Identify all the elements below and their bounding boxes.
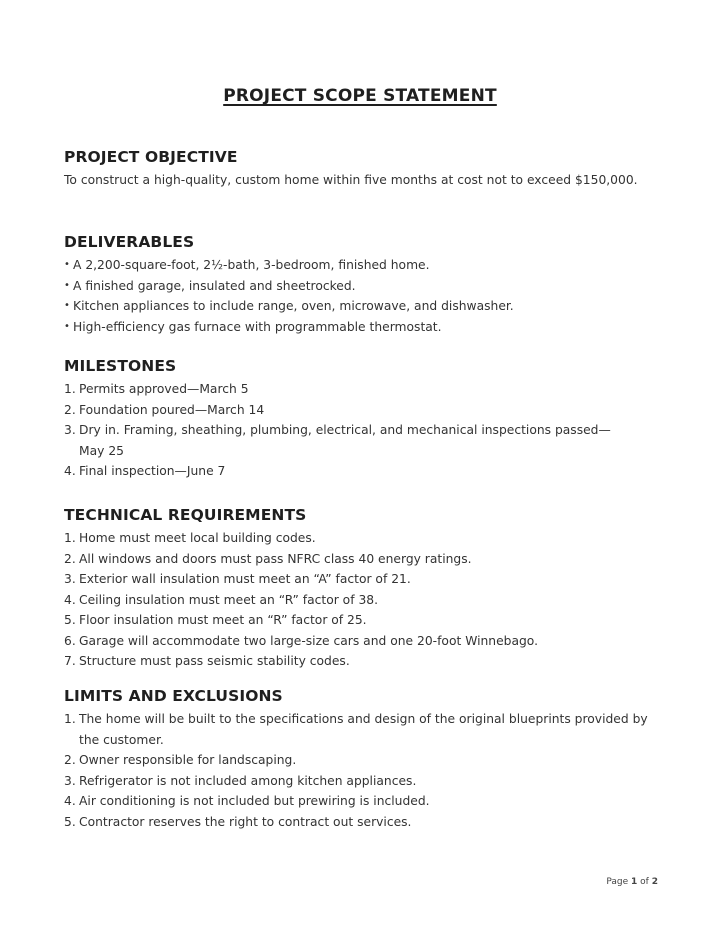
technical-item [64,610,664,631]
document-title: PROJECT SCOPE STATEMENT [223,86,497,106]
limit-item [64,771,664,792]
bullet-icon: • [64,300,70,311]
technical-text: Floor insulation must meet an “R” factor of 25. [79,613,367,627]
section-heading-objective: PROJECT OBJECTIVE [64,148,238,166]
list-number: 1. [64,531,76,545]
limit-text: Contractor reserves the right to contract out services. [79,814,412,829]
page-footer [606,877,658,887]
limit-text: Owner responsible for landscaping. [79,753,297,767]
deliverable-text: High-efficiency gas furnace with programmable thermostat. [73,319,442,334]
page-label: Page [606,877,629,887]
section-heading-technical: TECHNICAL REQUIREMENTS [64,506,307,524]
page-total: 2 [651,877,658,887]
milestone-item [64,400,664,421]
list-number: 4. [64,794,76,808]
milestone-item [64,420,629,461]
technical-text: Garage will accommodate two large-size cars and one 20-foot Winnebago. [79,633,539,648]
list-number: 3. [64,423,76,437]
limit-item [64,750,664,771]
bullet-icon: • [64,279,70,291]
bullet-icon: • [64,259,70,270]
milestone-text: Dry in. Framing, sheathing, plumbing, electrical, and mechanical inspections passed—May 25 [79,423,611,458]
milestone-text: Permits approved—March 5 [79,382,249,396]
technical-item [64,549,664,570]
limit-text: The home will be built to the specifications and design of the original blueprints provided by the customer. [79,712,648,747]
milestone-text: Foundation poured—March 14 [79,402,265,417]
objective-text: To construct a high-quality, custom home within five months at cost not to exceed $150,000. [64,173,638,187]
section-milestones [64,357,664,482]
technical-item [64,631,664,652]
list-number: 4. [64,464,76,478]
deliverable-item [64,296,664,317]
technical-text: All windows and doors must pass NFRC class 40 energy ratings. [79,551,472,566]
limit-text: Air conditioning is not included but prewiring is included. [79,794,430,808]
deliverable-text: A finished garage, insulated and sheetrocked. [73,278,356,293]
list-number: 1. [64,382,76,396]
section-technical-requirements [64,506,664,672]
bullet-icon: • [64,320,70,332]
section-heading-milestones: MILESTONES [64,357,177,375]
technical-text: Structure must pass seismic stability codes. [79,654,350,668]
list-number: 2. [64,402,76,417]
list-number: 3. [64,572,76,586]
section-heading-limits: LIMITS AND EXCLUSIONS [64,687,283,705]
section-heading-deliverables: DELIVERABLES [64,233,195,251]
technical-text: Home must meet local building codes. [79,531,316,545]
section-limits-exclusions [64,687,664,832]
technical-item [64,528,664,549]
milestones-list [64,379,664,482]
list-number: 5. [64,814,76,829]
deliverable-item [64,255,664,276]
page-of: of [640,877,649,887]
list-number: 7. [64,654,76,668]
limit-item [64,791,664,812]
milestone-text: Final inspection—June 7 [79,464,226,478]
page-current: 1 [631,877,638,887]
list-number: 4. [64,592,76,607]
technical-item [64,651,664,672]
limit-item [64,812,664,833]
section-deliverables [64,233,664,337]
deliverable-item [64,317,664,338]
section-project-objective [64,148,664,191]
technical-list [64,528,664,672]
deliverable-item [64,276,664,297]
technical-item [64,569,664,590]
list-number: 2. [64,753,76,767]
deliverable-text: Kitchen appliances to include range, oven, microwave, and dishwasher. [73,299,514,313]
milestone-item [64,461,664,482]
list-number: 2. [64,551,76,566]
list-number: 6. [64,633,76,648]
deliverables-list [64,255,664,337]
list-number: 5. [64,613,76,627]
list-number: 3. [64,773,76,788]
technical-text: Exterior wall insulation must meet an “A” factor of 21. [79,572,411,586]
limits-list [64,709,664,832]
technical-text: Ceiling insulation must meet an “R” factor of 38. [79,592,379,607]
limit-text: Refrigerator is not included among kitchen appliances. [79,773,417,788]
deliverable-text: A 2,200-square-foot, 2½-bath, 3-bedroom, finished home. [73,258,430,272]
milestone-item [64,379,664,400]
technical-item [64,590,664,611]
list-number: 1. [64,712,76,726]
limit-item [64,709,649,750]
